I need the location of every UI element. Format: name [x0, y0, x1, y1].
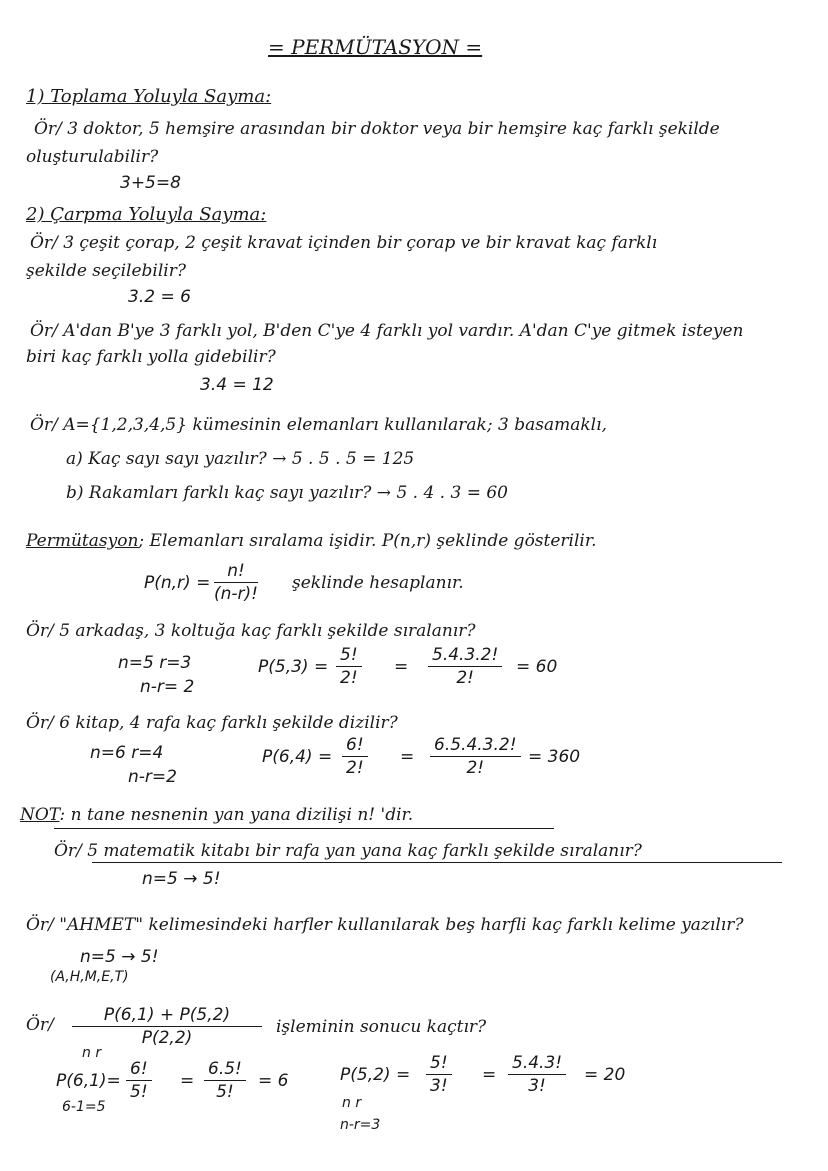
p61-sub: 6-1=5 — [62, 1099, 106, 1115]
p61-lhs: P(6,1)= — [56, 1071, 121, 1091]
example-9-prefix: Ör/ — [26, 1015, 54, 1035]
formula-tail: şeklinde hesaplanır. — [292, 573, 464, 593]
example-5-equals: = — [394, 657, 409, 677]
example-5-f1-num: 5! — [336, 644, 362, 667]
permutation-definition — [26, 530, 597, 552]
p52-f1-den: 3! — [430, 1076, 448, 1096]
example-5-result: = 60 — [516, 657, 558, 677]
example-4-question: Ör/ A={1,2,3,4,5} kümesinin elemanları kullanılarak; 3 basamaklı, — [30, 415, 607, 435]
example-5-lhs: P(5,3) = — [258, 657, 329, 677]
example-9-denominator: P(2,2) — [141, 1028, 193, 1048]
example-9-tail: işleminin sonucu kaçtır? — [276, 1017, 487, 1037]
example-6-equals: = — [400, 747, 415, 767]
example-5-f2-num: 5.4.3.2! — [428, 644, 502, 667]
example-4-part-b: b) Rakamları farklı kaç sayı yazılır? → 5 . 4 . 3 = 60 — [66, 483, 508, 503]
example-5-fraction-2 — [428, 644, 502, 689]
p52-fraction-1 — [426, 1052, 452, 1097]
note-underline — [54, 828, 554, 829]
example-6-f2-num: 6.5.4.3.2! — [430, 734, 521, 757]
example-5-n-minus-r: n-r= 2 — [140, 677, 195, 697]
p61-equals: = — [180, 1071, 195, 1091]
note-label: NOT — [20, 805, 60, 825]
p52-lhs: P(5,2) = — [340, 1065, 411, 1085]
page-title: = PERMÜTASYON = — [268, 35, 483, 59]
example-6-n-minus-r: n-r=2 — [128, 767, 177, 787]
p61-f1-num: 6! — [126, 1058, 152, 1081]
example-1-question: Ör/ 3 doktor, 5 hemşire arasından bir doktor veya bir hemşire kaç farklı şekilde — [34, 119, 720, 139]
example-9-numerator: P(6,1) + P(5,2) — [72, 1004, 262, 1027]
p52-f1-num: 5! — [426, 1052, 452, 1075]
p52-sub: n-r=3 — [340, 1117, 381, 1133]
p52-marks: n r — [342, 1095, 362, 1111]
example-4-part-a: a) Kaç sayı sayı yazılır? → 5 . 5 . 5 = 125 — [66, 449, 415, 469]
example-6-lhs: P(6,4) = — [262, 747, 333, 767]
example-2-answer: 3.2 = 6 — [128, 287, 191, 307]
note — [20, 804, 413, 826]
formula-fraction — [214, 560, 258, 605]
permutation-heading: Permütasyon — [26, 531, 139, 551]
example-6-fraction-2 — [430, 734, 521, 779]
p61-fraction-1 — [126, 1058, 152, 1103]
example-6-fraction-1 — [342, 734, 368, 779]
section-heading-toplama: 1) Toplama Yoluyla Sayma: — [26, 86, 272, 107]
example-8-answer: n=5 → 5! — [80, 947, 159, 967]
example-8-letters: (A,H,M,E,T) — [50, 969, 129, 985]
p61-f2-den: 5! — [216, 1082, 234, 1102]
p52-result: = 20 — [584, 1065, 626, 1085]
example-5-n-r: n=5 r=3 — [118, 653, 192, 673]
example-1-answer: 3+5=8 — [120, 173, 181, 193]
example-2-question: Ör/ 3 çeşit çorap, 2 çeşit kravat içinden bir çorap ve bir kravat kaç farklı — [30, 233, 658, 253]
example-7-answer: n=5 → 5! — [142, 869, 221, 889]
example-1-question-cont: oluşturulabilir? — [26, 147, 159, 167]
example-6-f1-num: 6! — [342, 734, 368, 757]
p61-f1-den: 5! — [130, 1082, 148, 1102]
p52-fraction-2 — [508, 1052, 566, 1097]
example-3-answer: 3.4 = 12 — [200, 375, 274, 395]
permutation-definition-text: ; Elemanları sıralama işidir. P(n,r) şeklinde gösterilir. — [138, 531, 597, 551]
p61-f2-num: 6.5! — [204, 1058, 246, 1081]
example-3-question-cont: biri kaç farklı yolla gidebilir? — [26, 347, 276, 367]
example-6-result: = 360 — [528, 747, 581, 767]
example-3-question: Ör/ A'dan B'ye 3 farklı yol, B'den C'ye 4 farklı yol vardır. A'dan C'ye gitmek isteyen — [30, 321, 744, 341]
formula-lhs: P(n,r) = — [144, 573, 211, 593]
p52-equals: = — [482, 1065, 497, 1085]
p61-result: = 6 — [258, 1071, 289, 1091]
section-heading-carpma: 2) Çarpma Yoluyla Sayma: — [26, 204, 267, 225]
example-2-question-cont: şekilde seçilebilir? — [26, 261, 186, 281]
example-7-underline — [92, 862, 782, 863]
formula-numerator: n! — [214, 560, 258, 583]
example-5-f1-den: 2! — [340, 668, 358, 688]
example-6-n-r: n=6 r=4 — [90, 743, 164, 763]
example-8-question: Ör/ "AHMET" kelimesindeki harfler kullanılarak beş harfli kaç farklı kelime yazılır? — [26, 915, 744, 935]
formula-denominator: (n-r)! — [214, 584, 258, 604]
p61-fraction-2 — [204, 1058, 246, 1103]
example-6-question: Ör/ 6 kitap, 4 rafa kaç farklı şekilde dizilir? — [26, 713, 398, 733]
example-7-question: Ör/ 5 matematik kitabı bir rafa yan yana kaç farklı şekilde sıralanır? — [54, 841, 642, 861]
example-5-fraction-1 — [336, 644, 362, 689]
example-6-f2-den: 2! — [466, 758, 485, 778]
example-5-f2-den: 2! — [456, 668, 474, 688]
example-6-f1-den: 2! — [346, 758, 364, 778]
p52-f2-den: 3! — [528, 1076, 546, 1096]
example-9-nr-marks: n r — [82, 1045, 102, 1061]
example-5-question: Ör/ 5 arkadaş, 3 koltuğa kaç farklı şekilde sıralanır? — [26, 621, 476, 641]
p52-f2-num: 5.4.3! — [508, 1052, 566, 1075]
note-text: : n tane nesnenin yan yana dizilişi n! 'dir. — [59, 805, 414, 825]
